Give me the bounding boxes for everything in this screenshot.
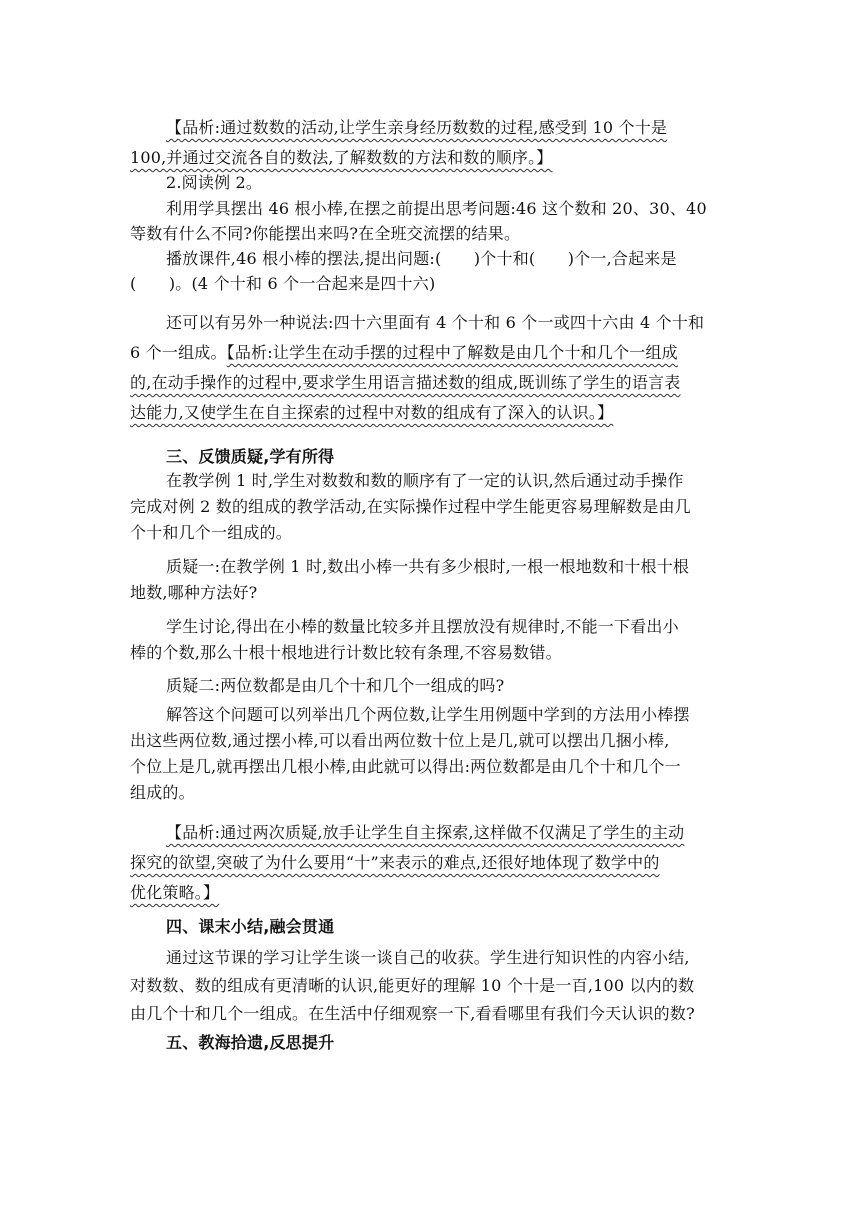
paragraph-line: 在教学例 1 时,学生对数数和数的顺序有了一定的认识,然后通过动手操作 [166,471,684,490]
paragraph-line: 出这些两位数,通过摆小棒,可以看出两位数十位上是几,就可以摆出几捆小棒, [130,731,670,750]
paragraph-line: 播放课件,46 根小棒的摆法,提出问题:( )个十和( )个一,合起来是 [166,249,677,268]
paragraph-example-2 [130,170,730,195]
note-line: 优化策略。】 [130,883,220,902]
paragraph-discussion [130,614,730,666]
section-heading-3 [130,444,730,469]
paragraph-line: 2.阅读例 2。 [166,173,263,192]
note-text: 【品析:让学生在动手摆的过程中了解数是由几个十和几个一组成 [226,343,678,362]
paragraph-line: 个位上是几,就再摆出几根小棒,由此就可以得出:两位数都是由几个十和几个一 [130,757,681,776]
paragraph-line: 质疑一:在教学例 1 时,数出小棒一共有多少根时,一根一根地数和十根十根 [166,557,690,576]
note-line: 探究的欲望,突破了为什么要用“十”来表示的难点,还很好地体现了数学中的 [130,853,660,872]
paragraph-question-1 [130,554,730,606]
section-heading-5 [130,1030,730,1055]
paragraph-line: 质疑二:两位数都是由几个十和几个一组成的吗? [166,676,505,695]
analysis-note-2 [130,818,730,908]
plain-text: 6 个一组成。 [130,343,227,362]
paragraph-teaching-example-1 [130,468,730,546]
section-title: 四、课末小结,融会贯通 [166,917,335,936]
note-line: 【品析:通过两次质疑,放手让学生自主探索,这样做不仅满足了学生的主动 [166,823,685,842]
paragraph-other-expression [130,308,730,428]
analysis-note-1 [130,113,730,173]
paragraph-summary [130,944,730,1028]
paragraph-answer [130,702,730,806]
paragraph-line: 对数数、数的组成有更清晰的认识,能更好的理解 10 个十是一百,100 以内的数 [130,976,695,995]
note-line: 100,并通过交流各自的数法,了解数数的方法和数的顺序。】 [130,148,553,167]
paragraph-line: 由几个十和几个一组成。在生活中仔细观察一下,看看哪里有我们今天认识的数? [130,1004,695,1023]
paragraph-line: 棒的个数,那么十根十根地进行计数比较有条理,不容易数错。 [130,643,562,662]
section-title: 三、反馈质疑,学有所得 [166,447,335,466]
paragraph-line: 利用学具摆出 46 根小棒,在摆之前提出思考问题:46 这个数和 20、30、40 [166,199,707,218]
paragraph-courseware [130,246,730,296]
paragraph-line: 学生讨论,得出在小棒的数量比较多并且摆放没有规律时,不能一下看出小 [166,617,679,636]
paragraph-line: 还可以有另外一种说法:四十六里面有 4 个十和 6 个一或四十六由 4 个十和 [166,313,705,332]
section-heading-4 [130,914,730,939]
paragraph-line: 通过这节课的学习让学生谈一谈自己的收获。学生进行知识性的内容小结, [166,948,690,967]
paragraph-line: 完成对例 2 数的组成的教学活动,在实际操作过程中学生能更容易理解数是由几 [130,497,691,516]
note-line: 的,在动手操作的过程中,要求学生用语言描述数的组成,既训练了学生的语言表 [130,373,681,392]
paragraph-question-2 [130,673,730,699]
note-line: 【品析:通过数数的活动,让学生亲身经历数数的过程,感受到 10 个十是 [166,118,668,137]
paragraph-sticks [130,196,730,246]
note-line: 达能力,又使学生在自主探索的过程中对数的组成有了深入的认识。】 [130,403,614,422]
paragraph-line: 解答这个问题可以列举出几个两位数,让学生用例题中学到的方法用小棒摆 [166,705,690,724]
paragraph-line: 等数有什么不同?你能摆出来吗?在全班交流摆的结果。 [130,224,521,243]
paragraph-line: 个十和几个一组成的。 [130,523,293,542]
section-title: 五、教海拾遗,反思提升 [166,1033,335,1052]
paragraph-line: 组成的。 [130,783,195,802]
paragraph-line [130,338,730,368]
paragraph-line: ( )。(4 个十和 6 个一合起来是四十六) [130,274,436,293]
paragraph-line: 地数,哪种方法好? [130,583,258,602]
